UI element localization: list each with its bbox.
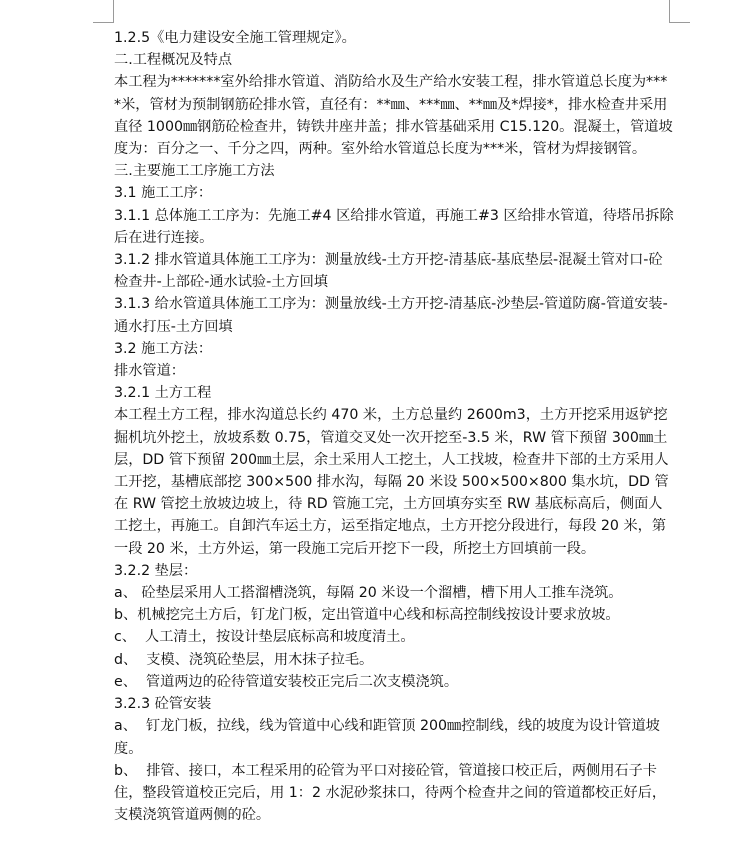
cushion-item-d: d、 支模、浇筑砼垫层，用木抹子拉毛。 bbox=[114, 651, 374, 668]
cushion-item-a: a、 砼垫层采用人工搭溜槽浇筑，每隔 20 米设一个溜槽，槽下用人工推车浇筑。 bbox=[114, 585, 623, 602]
overview-paragraph: 本工程为*******室外给排水管道、消防给水及生产给水安装工程，排水管道总长度为****米，管材为预制钢筋砼排水管，直径有：**㎜、***㎜、**㎜及*焊接*，排水检查井采用直径 1000㎜钢筋砼检查井，铸铁井座井盖；排水管基础采用 C15.120。混凝土，管道坡度为：百分之一、千分之四，两种。室外给水管道总长度为***米，管材为焊接钢管。 bbox=[114, 74, 673, 158]
subheading-cushion: 3.2.2 垫层： bbox=[114, 562, 198, 579]
procedure-drainage: 3.1.2 排水管道具体施工工序为：测量放线-土方开挖-清基底-基底垫层-混凝土管对口-砼检查井-上部砼-通水试验-土方回填 bbox=[114, 252, 663, 291]
document-body bbox=[114, 27, 674, 826]
cushion-item-c: c、 人工清土，按设计垫层底标高和坡度清土。 bbox=[114, 629, 415, 646]
procedure-water-supply: 3.1.3 给水管道具体施工工序为：测量放线-土方开挖-清基底-沙垫层-管道防腐-管道安装-通水打压-土方回填 bbox=[114, 296, 668, 335]
subheading-earthwork: 3.2.1 土方工程 bbox=[114, 385, 212, 402]
procedure-overall: 3.1.1 总体施工工序为：先施工#4 区给排水管道，再施工#3 区给排水管道，待塔吊拆除后在进行连接。 bbox=[114, 207, 674, 246]
subheading-procedures: 3.1 施工工序： bbox=[114, 185, 213, 202]
pipe-install-item-a: a、 钉龙门板，拉线，线为管道中心线和距管顶 200㎜控制线，线的坡度为设计管道坡度。 bbox=[114, 718, 660, 757]
crop-mark-top-right bbox=[669, 0, 690, 23]
cushion-item-e: e、 管道两边的砼待管道安装校正完后二次支模浇筑。 bbox=[114, 673, 459, 690]
cushion-item-b: b、机械挖完土方后，钉龙门板，定出管道中心线和标高控制线按设计要求放坡。 bbox=[114, 607, 620, 624]
pipe-install-item-b: b、 排管、接口，本工程采用的砼管为平口对接砼管，管道接口校正后，两侧用石子卡住，整段管道校正完后，用 1：2 水泥砂浆抹口，待两个检查井之间的管道都校正好后，支模浇筑管道两侧的砼。 bbox=[114, 762, 667, 824]
drainage-label: 排水管道： bbox=[114, 363, 185, 380]
regulation-reference: 1.2.5《电力建设安全施工管理规定》。 bbox=[114, 30, 356, 46]
section-heading-overview: 二.工程概况及特点 bbox=[114, 52, 233, 69]
subheading-methods: 3.2 施工方法： bbox=[114, 340, 213, 357]
section-heading-methods: 三.主要施工工序施工方法 bbox=[114, 163, 275, 180]
earthwork-paragraph: 本工程土方工程，排水沟道总长约 470 米，土方总量约 2600m3，土方开挖采用返铲挖掘机坑外挖土，放坡系数 0.75，管道交叉处一次开挖至-3.5 米，RW 管下预留 300㎜土层，DD 管下预留 200㎜土层，余土采用人工挖土，人工找坡，检查井下部的土方采用人工开挖，基槽底部挖 300×500 排水沟，每隔 20 米设 500×500×800 集水坑，DD 管在 RW 管挖土放坡边坡上，待 RD 管施工完，土方回填夯实至 RW 基底标高后，侧面人工挖土，再施工。自卸汽车运土方，运至指定地点，土方开挖分段进行，每段 20 米，第一段 20 米，土方外运，第一段施工完后开挖下一段，所挖土方回填前一段。 bbox=[114, 407, 669, 557]
subheading-pipe-install: 3.2.3 砼管安装 bbox=[114, 696, 212, 713]
crop-mark-top-left bbox=[93, 0, 114, 23]
